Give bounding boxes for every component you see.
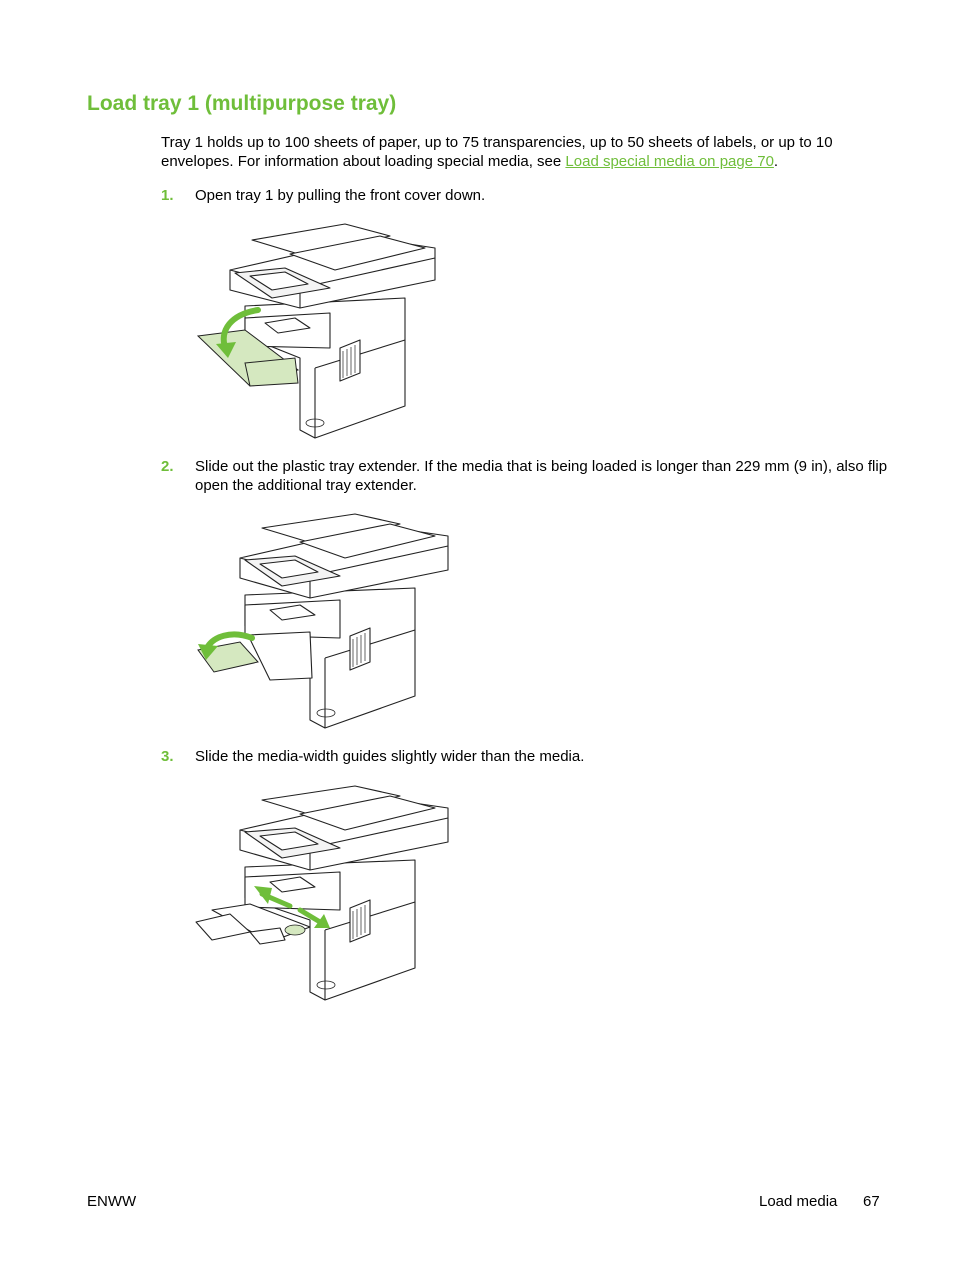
intro-text: Tray 1 holds up to 100 sheets of paper, up to 75 transparencies, up to 50 sheets of labels, or up to 10 envelopes. For information about loading special media, see [161, 134, 833, 170]
step-text: Slide the media-width guides slightly wider than the media. [195, 748, 585, 765]
footer-manual-code: ENWW [87, 1193, 137, 1210]
tray-extender-illustration [190, 510, 452, 732]
step-text: Slide out the plastic tray extender. If the media that is being loaded is longer than 229 mm (9 in), also flip open the additional tray extender. [195, 458, 888, 494]
load-special-media-link[interactable]: Load special media on page 70 [565, 153, 774, 170]
footer-section: Load media [759, 1193, 838, 1210]
page-heading: Load tray 1 (multipurpose tray) [87, 92, 397, 115]
printer-open-tray-illustration [190, 218, 440, 442]
step-text: Open tray 1 by pulling the front cover down. [195, 187, 486, 204]
step-number: 2. [161, 458, 174, 475]
step-number: 1. [161, 187, 174, 204]
media-width-guides-illustration [190, 782, 452, 1004]
intro-paragraph [161, 133, 891, 171]
footer-page-number: 67 [863, 1193, 880, 1210]
step-number: 3. [161, 748, 174, 765]
intro-end: . [773, 153, 779, 170]
